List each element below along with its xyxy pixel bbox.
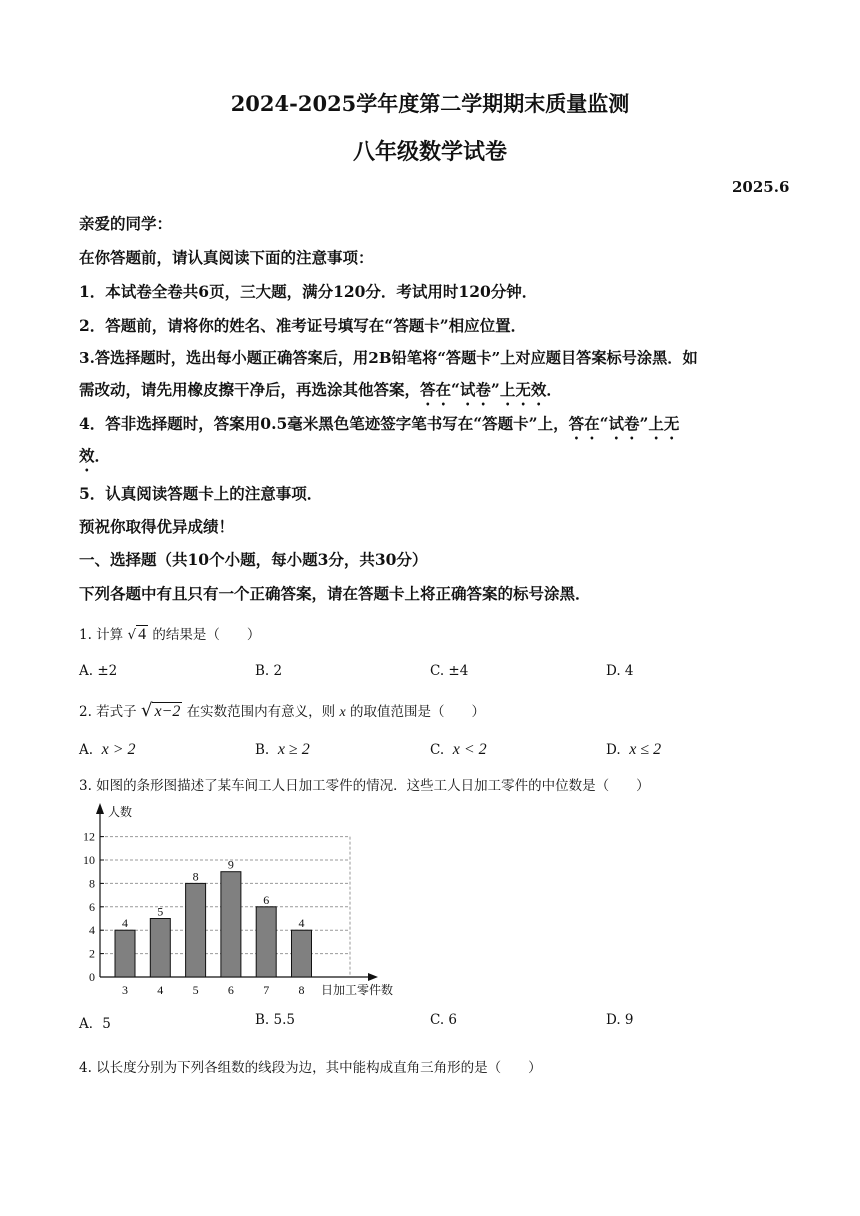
question-2-middle: 在实数范围内有意义，则 [186,704,336,720]
notice-item-4-emphasis-end: 效 [79,446,95,465]
bar-value-label: 5 [157,904,164,919]
y-axis-arrow [96,803,104,814]
q2-option-d [606,741,661,759]
y-tick-label: 4 [89,923,95,938]
notice-item-4-line-1 [79,412,679,443]
bar [150,919,170,978]
notice-item-3-end: ． [546,380,562,399]
q3-option-c: C. 6 [430,1012,458,1028]
q3-option-d: D. 9 [606,1012,634,1028]
q2-option-b-expr: x ≥ 2 [277,741,310,758]
x-tick-label: 8 [298,983,305,997]
question-2-var: x [339,705,346,720]
x-tick-label: 3 [122,983,128,997]
y-axis-title: 人数 [108,805,133,819]
q3-option-a: A．5 [79,1016,111,1032]
bar [186,883,206,977]
bar-value-label: 4 [298,916,305,931]
notice-item-4-text: 4．答非选择题时，答案用0.5毫米黑色笔迹签字笔书写在“答题卡”上， [79,414,569,433]
x-tick-label: 6 [227,983,234,997]
question-1-radicand: 4 [138,626,147,643]
q2-option-c [430,741,487,759]
question-2 [79,700,485,721]
y-tick-label: 8 [89,876,95,891]
bar-chart [70,798,430,1003]
q2-option-d-label: D. [606,742,621,758]
notice-item-3-emphasis: 答在“试卷”上无效 [420,380,547,399]
q1-option-d: D. 4 [606,663,634,679]
notice-intro: 在你答题前，请认真阅读下面的注意事项： [79,248,374,267]
bar-value-label: 4 [122,916,128,931]
q2-option-a-label: A. [79,742,94,758]
question-1-suffix: 的结果是（ ） [152,627,261,643]
bar [292,930,312,977]
question-2-radicand: x−2 [154,703,181,720]
q2-option-d-expr: x ≤ 2 [629,741,662,758]
notice-item-4-end: ． [94,446,111,465]
question-3: 3. 如图的条形图描述了某车间工人日加工零件的情况．这些工人日加工零件的中位数是（ ） [79,778,650,794]
y-tick-label: 10 [83,853,95,867]
y-tick-label: 12 [83,829,95,844]
exam-title: 2024-2025学年度第二学期期末质量监测 [230,91,630,116]
q2-option-b-label: B. [255,742,270,758]
notice-item-3-line-1: 3.答选择题时，选出每小题正确答案后，用2B铅笔将“答题卡”上对应题目答案标号涂黑．如 [79,349,698,367]
sqrt-symbol: √ x−2 [140,700,181,721]
bar [115,930,135,977]
exam-date: 2025.6 [732,178,790,196]
bar-value-label: 9 [227,857,234,872]
question-1-prefix: 1. 计算 [79,627,124,643]
notice-item-3-line-2 [79,378,562,409]
q1-option-b: B. 2 [255,663,283,679]
notice-item-2: 2．答题前，请将你的姓名、准考证号填写在“答题卡”相应位置． [79,316,527,335]
q1-option-a: A. ±2 [79,663,118,679]
q3-option-b: B. 5.5 [255,1012,295,1028]
x-tick-label: 4 [157,983,164,997]
y-tick-label: 0 [89,970,95,984]
notice-item-4-line-2 [79,444,110,475]
x-axis-arrow [368,973,378,981]
bar [221,872,241,977]
sqrt-symbol: √ 4 [127,626,147,643]
bar [256,907,276,977]
q2-option-c-expr: x < 2 [452,741,487,758]
notice-item-4-emphasis: 答在“试卷”上无 [568,414,680,433]
wish-text: 预祝你取得优异成绩！ [79,517,235,536]
x-axis-title: 日加工零件数 [321,983,394,997]
bar-value-label: 8 [192,869,199,884]
notice-item-5: 5．认真阅读答题卡上的注意事项． [79,484,323,503]
question-1 [79,623,260,644]
x-tick-label: 5 [192,983,199,997]
bar-value-label: 6 [263,892,270,907]
section-heading: 一、选择题（共10个小题，每小题3分，共30分） [79,550,428,569]
q2-option-a-expr: x > 2 [101,741,136,758]
greeting: 亲爱的同学： [79,214,173,233]
question-2-suffix: 的取值范围是（ ） [349,704,485,720]
section-instruction: 下列各题中有且只有一个正确答案，请在答题卡上将正确答案的标号涂黑． [79,584,591,603]
x-tick-label: 7 [263,983,270,997]
y-tick-label: 2 [89,946,95,961]
q2-option-c-label: C. [430,742,445,758]
q2-option-a [79,741,136,759]
question-4: 4. 以长度分别为下列各组数的线段为边，其中能构成直角三角形的是（ ） [79,1060,542,1076]
notice-item-3-text: 需改动，请先用橡皮擦干净后，再选涂其他答案， [79,380,421,399]
exam-subtitle: 八年级数学试卷 [352,139,507,165]
q2-option-b [255,741,310,759]
y-tick-label: 6 [89,899,95,914]
notice-item-1: 1．本试卷全卷共6页，三大题，满分120分．考试用时120分钟． [79,282,538,301]
q1-option-c: C. ±4 [430,663,469,679]
question-2-prefix: 2. 若式子 [79,704,137,720]
